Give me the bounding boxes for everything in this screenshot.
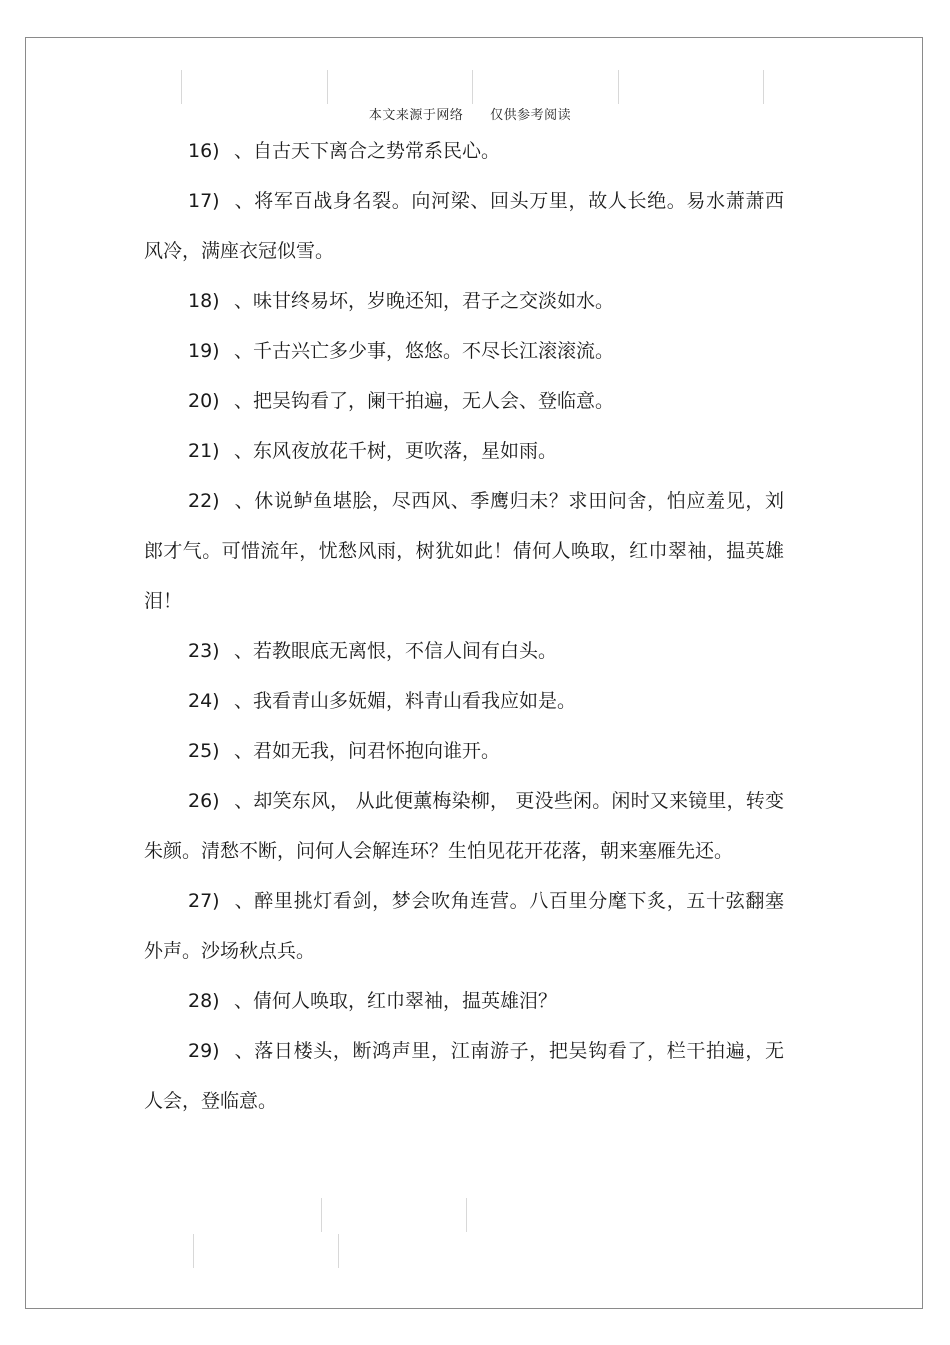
list-item — [144, 476, 784, 626]
scan-tick — [618, 70, 619, 104]
item-text: 、自古天下离合之势常系民心。 — [234, 140, 501, 162]
scan-tick — [472, 70, 473, 104]
item-number: 26) — [188, 790, 220, 812]
source-note-left: 本文来源于网络 — [368, 108, 464, 123]
scan-tick — [321, 1198, 322, 1232]
item-text: 、若教眼底无离恨，不信人间有白头。 — [234, 640, 558, 662]
list-item — [144, 1026, 784, 1126]
scan-tick — [193, 1234, 194, 1268]
poem-list — [144, 126, 784, 1126]
scan-tick — [327, 70, 328, 104]
source-note-right: 仅供参考阅读 — [490, 108, 572, 123]
item-text: 、千古兴亡多少事，悠悠。不尽长江滚滚流。 — [234, 340, 615, 362]
item-text: 、将军百战身名裂。向河梁、回头万里，故人长绝。易水萧萧西风冷，满座衣冠似雪。 — [144, 190, 784, 262]
list-item — [144, 326, 784, 376]
item-text: 、君如无我，问君怀抱向谁开。 — [234, 740, 501, 762]
item-number: 20) — [188, 390, 220, 412]
scan-tick — [181, 70, 182, 104]
item-text: 、我看青山多妩媚，料青山看我应如是。 — [234, 690, 577, 712]
list-item — [144, 776, 784, 876]
item-number: 28) — [188, 990, 220, 1012]
list-item — [144, 176, 784, 276]
item-number: 27) — [188, 890, 220, 912]
item-text: 、醉里挑灯看剑，梦会吹角连营。八百里分麾下炙，五十弦翻塞外声。沙场秋点兵。 — [144, 890, 784, 962]
item-number: 18) — [188, 290, 220, 312]
item-number: 23) — [188, 640, 220, 662]
item-number: 24) — [188, 690, 220, 712]
source-note — [0, 104, 940, 123]
list-item — [144, 876, 784, 976]
item-text: 、把吴钩看了，阑干拍遍，无人会、登临意。 — [234, 390, 615, 412]
item-number: 25) — [188, 740, 220, 762]
list-item — [144, 276, 784, 326]
item-text: 、东风夜放花千树，更吹落，星如雨。 — [234, 440, 558, 462]
item-number: 19) — [188, 340, 220, 362]
scan-tick — [338, 1234, 339, 1268]
list-item — [144, 376, 784, 426]
list-item — [144, 126, 784, 176]
list-item — [144, 726, 784, 776]
item-number: 17) — [188, 190, 220, 212]
item-number: 29) — [188, 1040, 220, 1062]
item-number: 16) — [188, 140, 220, 162]
item-text: 、却笑东风， 从此便薰梅染柳， 更没些闲。闲时又来镜里，转变朱颜。清愁不断，问何人会解连环？生怕见花开花落，朝来塞雁先还。 — [144, 790, 784, 862]
item-text: 、落日楼头，断鸿声里，江南游子，把吴钩看了，栏干拍遍，无人会，登临意。 — [144, 1040, 784, 1112]
item-number: 21) — [188, 440, 220, 462]
scan-tick — [763, 70, 764, 104]
list-item — [144, 626, 784, 676]
item-text: 、味甘终易坏，岁晚还知，君子之交淡如水。 — [234, 290, 615, 312]
item-number: 22) — [188, 490, 220, 512]
item-text: 、休说鲈鱼堪脍，尽西风、季鹰归未？求田问舍，怕应羞见，刘郎才气。可惜流年，忧愁风雨，树犹如此！倩何人唤取，红巾翠袖，揾英雄泪！ — [144, 490, 784, 612]
list-item — [144, 426, 784, 476]
list-item — [144, 976, 784, 1026]
scan-tick — [466, 1198, 467, 1232]
item-text: 、倩何人唤取，红巾翠袖，揾英雄泪？ — [234, 990, 558, 1012]
list-item — [144, 676, 784, 726]
